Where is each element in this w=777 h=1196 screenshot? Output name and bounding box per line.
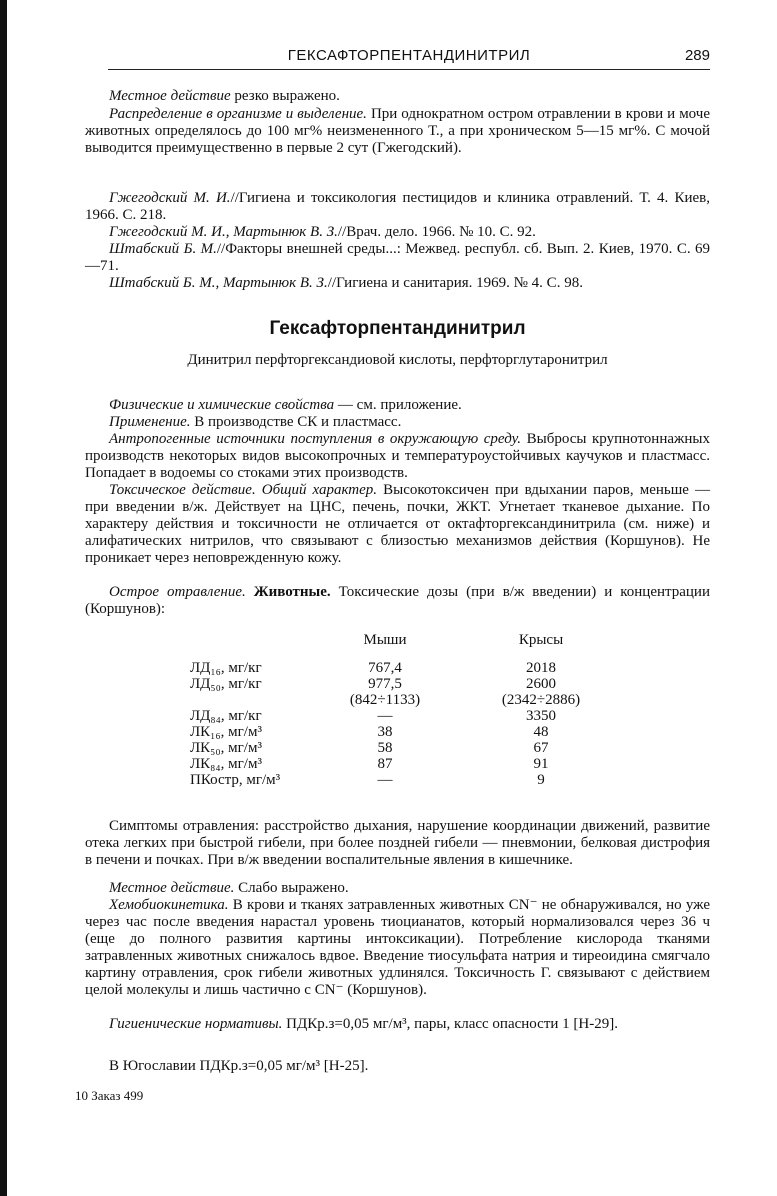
table-row [190, 772, 610, 788]
running-header [108, 47, 710, 71]
mice-value: 977,5 [368, 676, 402, 692]
reference-1 [85, 190, 710, 224]
rats-value: 9 [537, 772, 545, 788]
mice-value: 767,4 [368, 660, 402, 676]
distribution-text: При однократном остром отравлении в крови и моче животных определялось до 100 мг% неизмененного Т., а при хроническом 5—15 мг%. С мочой выводится преимущественно в первые 2 сут (Гжегодский). [85, 106, 710, 156]
ref-author: Гжегодский М. И., Мартынюк В. З. [109, 224, 338, 240]
rats-value: 48 [533, 724, 549, 740]
toxic-action-para [85, 482, 710, 567]
rats-value: 67 [533, 740, 549, 756]
table-row [190, 740, 610, 756]
table-row [190, 724, 610, 740]
row-label: ЛД₁₆, мг/кг [190, 660, 262, 676]
distribution-label: Распределение в организме и выделение. [109, 106, 367, 122]
chemobiokinetics-para [85, 897, 710, 999]
local-action-para [85, 88, 710, 105]
table-row [190, 756, 610, 772]
rats-value: 3350 [526, 708, 556, 724]
mice-value: 38 [377, 724, 393, 740]
physical-props-para [85, 397, 710, 414]
article-subtitle: Динитрил перфторгександиовой кислоты, перфторглутаронитрил [187, 352, 608, 368]
yugoslavia-para: В Югославии ПДКр.з=0,05 мг/м³ [Н-25]. [109, 1058, 369, 1074]
acute-poisoning-label: Острое отравление. [109, 584, 246, 600]
physical-props-label: Физические и химические свойства [109, 397, 335, 413]
ref-author: Штабский Б. М. [109, 241, 217, 257]
reference-2 [85, 224, 710, 241]
local-action-2-label: Местное действие. [109, 880, 235, 896]
table-row [190, 676, 610, 692]
toxic-action-label: Токсическое действие. Общий характер. [109, 482, 378, 498]
anthropogenic-label: Антропогенные источники поступления в окружающую среду. [109, 431, 522, 447]
print-footer: 10 Заказ 499 [75, 1088, 144, 1103]
article-title: Гексафторпентандинитрил [269, 318, 526, 339]
row-label: ПКостр, мг/м³ [190, 772, 281, 788]
local-action-text: резко выражено. [230, 88, 340, 104]
local-action-2-text: Слабо выражено. [234, 880, 349, 896]
reference-3 [85, 241, 710, 275]
application-para [85, 414, 710, 431]
row-label: ЛД₅₀, мг/кг [190, 676, 262, 692]
ref-author: Гжегодский М. И. [109, 190, 231, 206]
animals-label: Животные. [245, 584, 331, 600]
ref-author: Штабский Б. М., Мартынюк В. З. [109, 275, 328, 291]
local-action-label: Местное действие [109, 88, 231, 104]
row-label: ЛК₁₆, мг/м³ [190, 724, 262, 740]
local-action-2-para [85, 880, 710, 897]
col-header-rats: Крысы [518, 632, 564, 648]
table-header-row [190, 632, 610, 660]
application-text: В производстве СК и пластмасс. [190, 414, 402, 430]
rats-value: 91 [533, 756, 549, 772]
mice-value: 58 [377, 740, 393, 756]
table-row [190, 692, 610, 708]
row-label: ЛД₈₄, мг/кг [190, 708, 262, 724]
page-edge-bar [0, 0, 7, 1196]
ref-text: //Факторы внешней среды...: Межвед. республ. сб. Вып. 2. Киев, 1970. С. 69—71. [85, 241, 711, 274]
header-title: ГЕКСАФТОРПЕНТАНДИНИТРИЛ [287, 47, 531, 64]
mice-value: — [377, 772, 393, 788]
acute-poisoning-para [85, 584, 710, 618]
rats-value: 2600 [526, 676, 556, 692]
page-number: 289 [684, 47, 710, 64]
chemobiokinetics-text: В крови и тканях затравленных животных CN⁻ не обнаруживался, но уже через час после введения нарастал уровень тиоцианатов, который нормализовался через 36 ч (еще до полного развития картины интоксикации). Потребление кислорода тканями затравленных животных снижалось вдвое. Введение тиосульфата натрия и тиреоидина смягчало картину отравления, срок гибели животных удлинялся. Токсичность Г. связывают с действием целой молекулы и лишь частично с CN⁻ (Коршунов). [85, 897, 710, 998]
symptoms-para: Симптомы отравления: расстройство дыхания, нарушение координации движений, развитие отека легких при быстрой гибели, при более поздней гибели — пневмонии, белковая дистрофия в печени и почках. При в/ж введении воспалительные явления в кишечнике. [85, 818, 710, 868]
toxic-action-text: Высокотоксичен при вдыхании паров, меньше — при введении в/ж. Действует на ЦНС, печень, почки, ЖКТ. Угнетает тканевое дыхание. По характеру действия и токсичности не отличается от октафторгександинитрила (см. ниже) и алифатических нитрилов, что связывают с близостью механизмов действия (Коршунов). Не проникает через неповрежденную кожу. [85, 482, 711, 566]
hygiene-norms-text: ПДКр.з=0,05 мг/м³, пары, класс опасности 1 [Н-29]. [282, 1016, 618, 1032]
rats-value: 2018 [526, 660, 556, 676]
row-label: ЛК₈₄, мг/м³ [190, 756, 262, 772]
reference-4 [85, 275, 710, 292]
anthropogenic-para [85, 431, 710, 482]
mice-value: (842÷1133) [349, 692, 421, 708]
mice-value: 87 [377, 756, 393, 772]
col-header-mice: Мыши [363, 632, 407, 648]
application-label: Применение. [109, 414, 191, 430]
row-label: ЛК₅₀, мг/м³ [190, 740, 262, 756]
acute-poisoning-text: Токсические дозы (при в/ж введении) и концентрации (Коршунов): [85, 584, 710, 617]
hygiene-norms-para [85, 1016, 710, 1033]
physical-props-text: — см. приложение. [334, 397, 462, 413]
rats-value: (2342÷2886) [501, 692, 581, 708]
mice-value: — [377, 708, 393, 724]
table-row [190, 708, 610, 724]
header-rule [108, 69, 710, 70]
ref-text: //Гигиена и санитария. 1969. № 4. С. 98. [327, 275, 583, 291]
ref-text: //Гигиена и токсикология пестицидов и клиника отравлений. Т. 4. Киев, 1966. С. 218. [85, 190, 710, 223]
anthropogenic-text: Выбросы крупнотоннажных производств некоторых видов высокопрочных и температуроустойчивых каучуков и пластмасс. Попадает в водоемы со стоками этих производств. [85, 431, 710, 481]
chemobiokinetics-label: Хемобиокинетика. [109, 897, 229, 913]
hygiene-norms-label: Гигиенические нормативы. [109, 1016, 283, 1032]
toxic-doses-table [190, 632, 610, 788]
table-row [190, 660, 610, 676]
ref-text: //Врач. дело. 1966. № 10. С. 92. [337, 224, 536, 240]
distribution-para [85, 106, 710, 157]
